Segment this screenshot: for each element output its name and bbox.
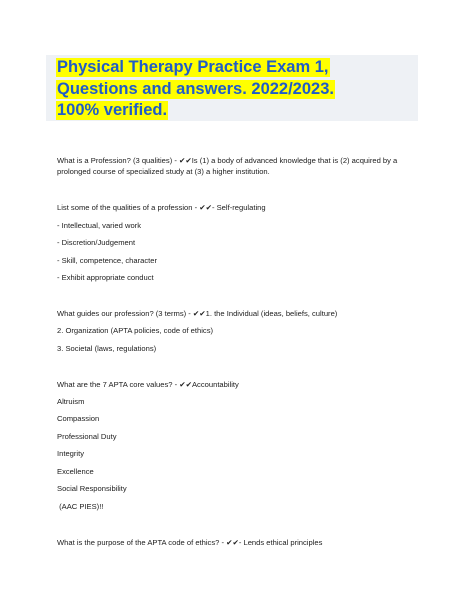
answer-item: Integrity: [57, 449, 85, 458]
answer-item: 2. Organization (APTA policies, code of ethics): [57, 326, 214, 335]
answer-item: Social Responsibility: [57, 484, 127, 493]
document-title-line-2: Questions and answers. 2022/2023.: [57, 80, 334, 98]
answer-item: 3. Societal (laws, regulations): [57, 344, 157, 353]
document-title-line-3: 100% verified.: [57, 101, 168, 119]
answer-item: - Intellectual, varied work: [57, 221, 141, 230]
answer-item: Altruism: [57, 397, 85, 406]
answer-item: - Exhibit appropriate conduct: [57, 273, 154, 282]
answer-item: Professional Duty: [57, 432, 117, 441]
answer-item: - Skill, competence, character: [57, 256, 158, 265]
question-1-line-2: prolonged course of specialized study at (3) a higher institution.: [57, 167, 270, 176]
document-title-line-1: Physical Therapy Practice Exam 1,: [57, 58, 329, 76]
answer-item: Excellence: [57, 467, 94, 476]
answer-item: Compassion: [57, 414, 100, 423]
question-5: What is the purpose of the APTA code of ethics? - ✔✔- Lends ethical principles: [57, 538, 323, 547]
question-2: List some of the qualities of a profession - ✔✔- Self-regulating: [57, 203, 266, 212]
question-3: What guides our profession? (3 terms) - ✔✔1. the Individual (ideas, beliefs, culture): [57, 309, 338, 318]
question-1-line-1: What is a Profession? (3 qualities) - ✔✔Is (1) a body of advanced knowledge that is (2) acquired by a: [57, 156, 398, 165]
answer-item: - Discretion/Judgement: [57, 238, 136, 247]
answer-item: (AAC PIES)!!: [57, 502, 104, 511]
question-4: What are the 7 APTA core values? - ✔✔Accountability: [57, 380, 239, 389]
